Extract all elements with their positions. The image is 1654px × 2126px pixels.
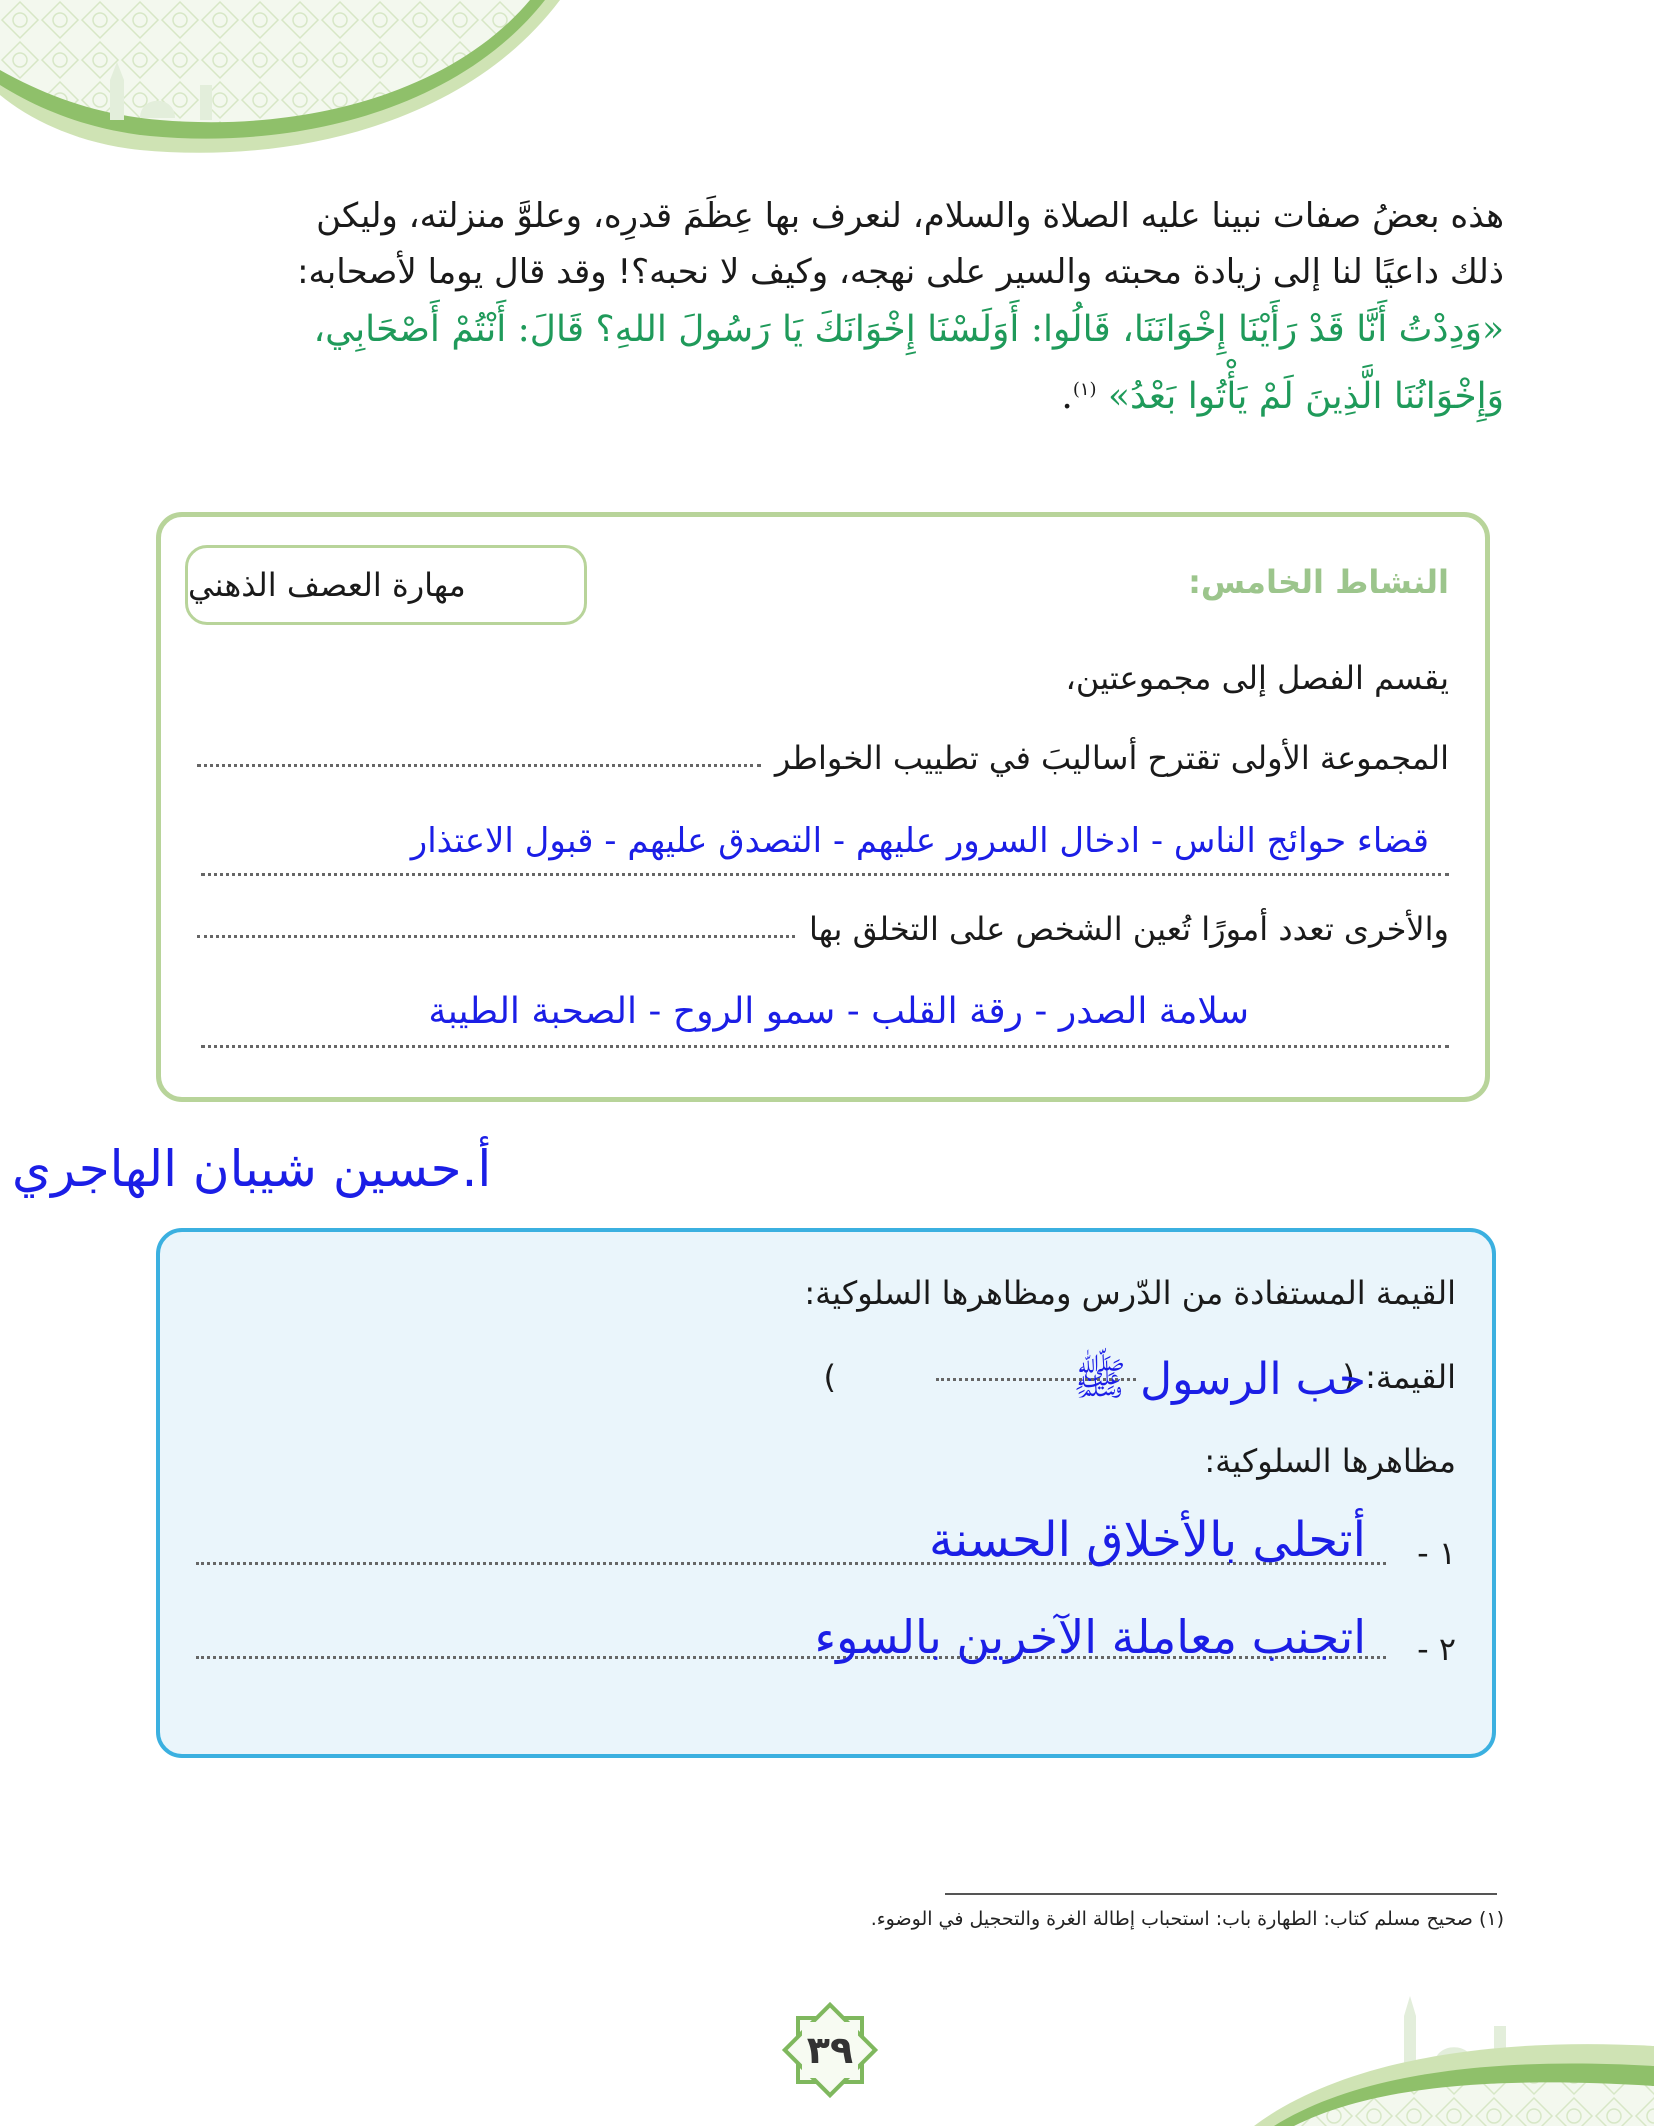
value-box (156, 1228, 1496, 1758)
skill-label-box (185, 545, 587, 625)
value-label: القيمة: ( (1342, 1358, 1456, 1396)
hadith-quote (150, 300, 1504, 427)
value-close: ) (823, 1358, 836, 1396)
page-number: ٣٩ (806, 2028, 854, 2072)
top-corner-ornament (0, 0, 560, 160)
activity-instruction: يقسم الفصل إلى مجموعتين، (1065, 659, 1449, 697)
author-name: أ.حسين شيبان الهاجري (12, 1140, 492, 1198)
page-number-badge (780, 2000, 880, 2100)
footnote: (١) صحيح مسلم كتاب: الطهارة باب: استحباب إطالة الغرة والتحجيل في الوضوء. (870, 1908, 1504, 1930)
footnote-rule (945, 1893, 1497, 1895)
activity-title: النشاط الخامس: (1188, 563, 1449, 601)
group1-answer-line[interactable] (201, 817, 1449, 876)
hadith-period: . (1061, 376, 1073, 417)
manifest-item-2 (196, 1610, 1456, 1686)
value-heading: القيمة المستفادة من الدّرس ومظاهرها السلوكية: (804, 1274, 1456, 1312)
activity-box (156, 512, 1490, 1102)
intro-line-1: هذه بعضُ صفات نبينا عليه الصلاة والسلام، لنعرف بها عِظَمَ قدرِه، وعلوَّ منزلته، وليكن (316, 196, 1504, 236)
group2-prompt-blank[interactable] (197, 935, 795, 938)
group2-prompt: والأخرى تعدد أمورًا تُعين الشخص على التخلق بها (809, 910, 1449, 948)
group1-prompt-blank[interactable] (197, 764, 761, 767)
value-blank[interactable] (936, 1378, 1136, 1381)
item2-number: ٢ - (1417, 1630, 1456, 1668)
intro-paragraph (150, 188, 1504, 427)
footnote-marker: (١) (1072, 379, 1097, 400)
value-row (196, 1352, 1456, 1412)
manifest-item-1 (196, 1512, 1456, 1582)
intro-line-2: ذلك داعيًا لنا إلى زيادة محبته والسير على نهجه، وكيف لا نحبه؟! وقد قال يوما لأصحابه: (297, 252, 1504, 292)
manifest-label: مظاهرها السلوكية: (1204, 1442, 1456, 1480)
group1-answer: قضاء حوائج الناس - ادخال السرور عليهم - التصدق عليهم - قبول الاعتذار (410, 821, 1429, 861)
item1-number: ١ - (1417, 1534, 1456, 1572)
group2-row (197, 910, 1449, 948)
bottom-corner-ornament (1194, 1976, 1654, 2126)
value-answer: حب الرسول ﷺ (1072, 1354, 1366, 1405)
item2-answer: اتجنب معاملة الآخرين بالسوء (814, 1610, 1366, 1664)
item1-answer: أتحلى بالأخلاق الحسنة (929, 1512, 1366, 1568)
group2-answer: سلامة الصدر - رقة القلب - سمو الروح - الصحبة الطيبة (428, 991, 1249, 1032)
group1-prompt: المجموعة الأولى تقترح أساليبَ في تطييب الخواطر (774, 739, 1449, 777)
skill-label: مهارة العصف الذهني (188, 566, 466, 604)
group2-answer-line[interactable] (201, 987, 1449, 1048)
hadith-line-1: «وَدِدْتُ أَنَّا قَدْ رَأَيْنَا إِخْوَانَنَا، قَالُوا: أَوَلَسْنَا إِخْوَانَكَ يَا رَسُولَ اللهِ؟ قَالَ: أَنْتُمْ أَصْحَابِي، (313, 309, 1504, 350)
group1-row (197, 739, 1449, 777)
hadith-line-2-wrapper (150, 360, 1504, 427)
hadith-line-2: وَإِخْوَانُنَا الَّذِينَ لَمْ يَأْتُوا بَعْدُ» (1108, 376, 1504, 417)
